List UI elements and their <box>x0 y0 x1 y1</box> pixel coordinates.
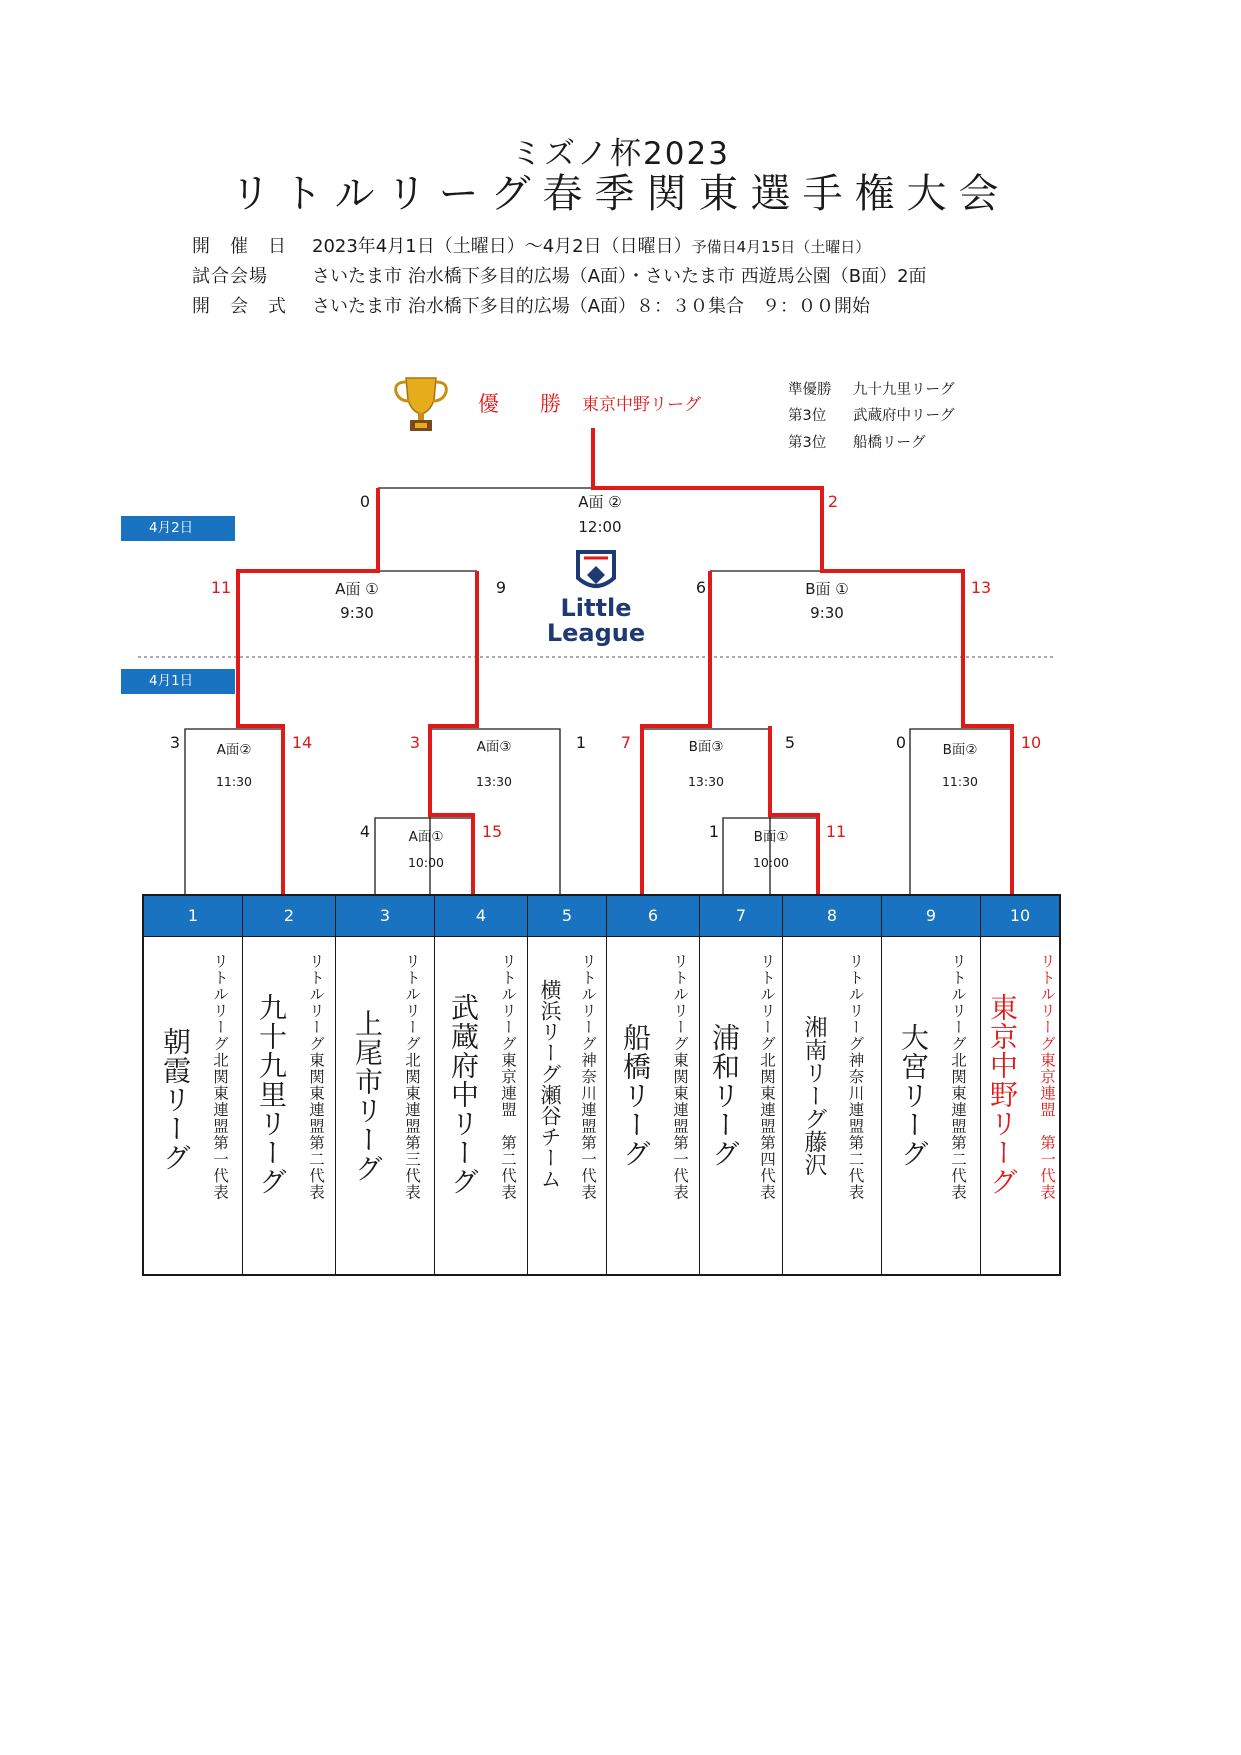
r1-score-right: 15 <box>481 822 503 841</box>
team-column-9 <box>882 896 981 1274</box>
title-line2: リトルリーグ春季関東選手権大会 <box>230 171 1011 217</box>
r1-time: 10:00 <box>407 855 445 870</box>
team-name: 船橋リーグ <box>619 1023 652 1168</box>
team-league: リトルリーグ東京連盟 第二代表 <box>499 953 517 1201</box>
info-value: さいたま市 治水橋下多目的広場（A面）８：３０集合 ９：００開始 <box>312 296 871 317</box>
date-tag-day1: 4月1日 <box>121 669 235 694</box>
q4-field: B面② <box>942 742 978 758</box>
q4-score-right: 10 <box>1020 733 1042 752</box>
team-column-8 <box>783 896 882 1274</box>
semi-left-field: A面 ① <box>335 580 379 598</box>
semi-left-time: 9:30 <box>340 604 374 622</box>
team-number: 2 <box>243 896 335 937</box>
semi-right-time: 9:30 <box>810 604 844 622</box>
q1-field: A面② <box>216 742 252 758</box>
team-column-10 <box>981 896 1059 1274</box>
q1-score-left: 3 <box>169 733 181 752</box>
team-number: 8 <box>783 896 881 937</box>
teams-table <box>142 894 1061 1276</box>
final-score-left: 0 <box>359 492 371 511</box>
info-label: 試合会場 <box>192 266 268 287</box>
semi-right-score-right: 13 <box>970 578 992 597</box>
team-column-4 <box>435 896 528 1274</box>
team-name: 湘南リーグ藤沢 <box>800 1015 827 1176</box>
team-number: 1 <box>144 896 242 937</box>
team-number: 10 <box>981 896 1059 937</box>
team-column-2 <box>243 896 336 1274</box>
r2-time: 10:00 <box>752 855 790 870</box>
team-league: リトルリーグ東京連盟 第一代表 <box>1038 953 1056 1201</box>
place-team: 九十九里リーグ <box>853 382 955 398</box>
team-column-6 <box>607 896 700 1274</box>
team-league: リトルリーグ東関東連盟第二代表 <box>307 953 325 1201</box>
team-number: 5 <box>528 896 606 937</box>
team-league: リトルリーグ北関東連盟第一代表 <box>211 953 229 1201</box>
r1-field: A面① <box>408 829 444 845</box>
r2-score-left: 1 <box>708 822 720 841</box>
r2-field: B面① <box>753 829 789 845</box>
title-line1: ミズノ杯2023 <box>511 136 730 172</box>
semi-left-score-right: 9 <box>495 578 507 597</box>
q3-field: B面③ <box>688 739 724 755</box>
team-league: リトルリーグ神奈川連盟第二代表 <box>846 953 865 1201</box>
team-number: 3 <box>336 896 434 937</box>
team-column-7 <box>700 896 783 1274</box>
date-tag-day2: 4月2日 <box>121 516 235 541</box>
team-league: リトルリーグ北関東連盟第三代表 <box>403 953 421 1201</box>
r2-score-right: 11 <box>825 822 847 841</box>
info-value: さいたま市 治水橋下多目的広場（A面）・さいたま市 西遊馬公園（B面）2面 <box>312 266 927 287</box>
q4-score-left: 0 <box>895 733 907 752</box>
team-number: 4 <box>435 896 527 937</box>
place-label: 第3位 <box>788 408 827 424</box>
final-time: 12:00 <box>578 518 622 536</box>
team-league: リトルリーグ北関東連盟第四代表 <box>758 953 776 1201</box>
team-name: 上尾市リーグ <box>351 1009 384 1183</box>
team-name: 朝霞リーグ <box>159 1027 192 1172</box>
place-team: 船橋リーグ <box>853 435 926 451</box>
team-column-1 <box>144 896 243 1274</box>
info-label: 開 催 日 <box>192 236 287 257</box>
logo-text-line1: Little <box>560 594 632 622</box>
team-name: 浦和リーグ <box>708 1023 741 1168</box>
team-number: 9 <box>882 896 980 937</box>
final-field: A面 ② <box>578 493 622 511</box>
q2-score-left: 3 <box>409 733 421 752</box>
q2-time: 13:30 <box>475 774 513 789</box>
champion-label: 優 勝 <box>478 392 571 416</box>
q2-score-right: 1 <box>575 733 587 752</box>
q1-time: 11:30 <box>215 774 253 789</box>
team-name: 横浜リーグ瀬谷チーム <box>538 979 562 1189</box>
semi-left-score-left: 11 <box>210 578 232 597</box>
little-league-logo <box>536 548 656 652</box>
team-name: 武蔵府中リーグ <box>447 993 480 1196</box>
place-label: 第3位 <box>788 435 827 451</box>
q3-time: 13:30 <box>687 774 725 789</box>
champion-name: 東京中野リーグ <box>582 395 701 415</box>
semi-right-field: B面 ① <box>805 580 849 598</box>
team-number: 6 <box>607 896 699 937</box>
q4-time: 11:30 <box>941 774 979 789</box>
final-score-right: 2 <box>827 492 839 511</box>
team-league: リトルリーグ神奈川連盟第一代表 <box>579 953 597 1201</box>
place-team: 武蔵府中リーグ <box>853 408 955 424</box>
q1-score-right: 14 <box>291 733 313 752</box>
team-league: リトルリーグ東関東連盟第一代表 <box>671 953 689 1201</box>
info-note: 予備日4月15日（土曜日） <box>691 238 871 256</box>
team-number: 7 <box>700 896 782 937</box>
team-name: 東京中野リーグ <box>986 993 1019 1196</box>
q2-field: A面③ <box>476 739 512 755</box>
q3-score-right: 5 <box>784 733 796 752</box>
team-league: リトルリーグ北関東連盟第二代表 <box>949 953 967 1201</box>
team-name: 九十九里リーグ <box>255 993 288 1196</box>
info-value: 2023年4月1日（土曜日）～4月2日（日曜日） <box>312 236 692 257</box>
q3-score-left: 7 <box>620 733 632 752</box>
team-name: 大宮リーグ <box>897 1023 930 1168</box>
place-label: 準優勝 <box>788 382 832 398</box>
info-label: 開 会 式 <box>192 296 287 317</box>
semi-right-score-left: 6 <box>695 578 707 597</box>
r1-score-left: 4 <box>359 822 371 841</box>
team-column-3 <box>336 896 435 1274</box>
logo-text-line2: League <box>546 619 646 647</box>
team-column-5 <box>528 896 607 1274</box>
